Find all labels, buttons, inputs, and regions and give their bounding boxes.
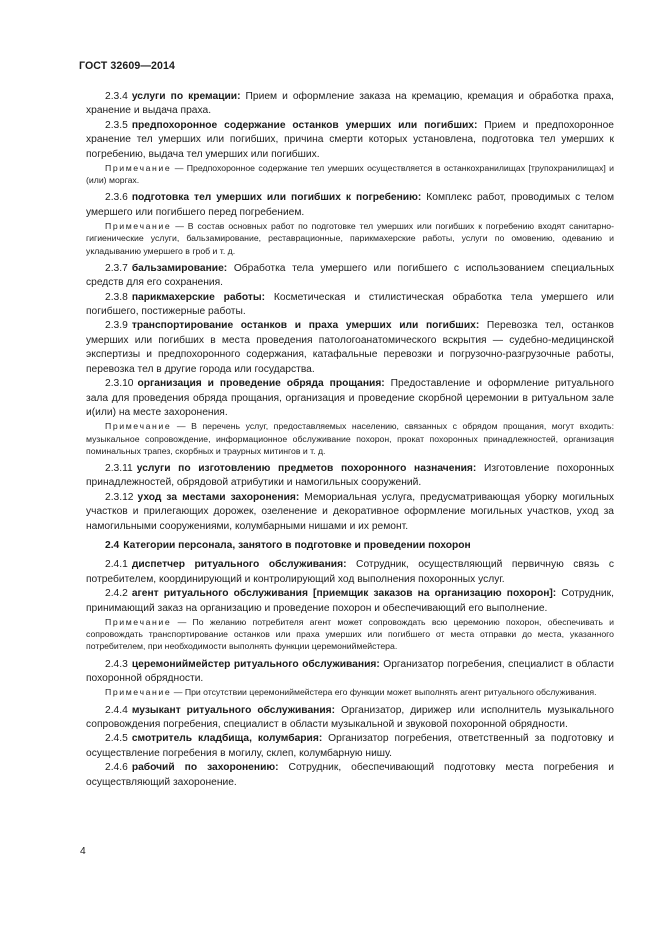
term-text: Прием и оформление заказа на кремацию, кремация и обработка праха, хранение и выдача праха.	[86, 91, 614, 117]
term-definition	[86, 377, 614, 420]
term-definition	[86, 191, 614, 220]
note-paragraph	[86, 616, 614, 653]
term-definition	[86, 262, 614, 291]
term-name: смотритель кладбища, колумбария:	[131, 733, 323, 745]
clause-number: 2.3.11	[105, 462, 133, 474]
term-text: Изготовление похоронных принадлежностей, обрядовой атрибутики и намогильных сооружений.	[86, 462, 614, 489]
term-definition	[86, 587, 614, 616]
term-text: Перевозка тел, останков умерших или погибших в места проведения патологоанатомического вскрытия — судебно-медицинской экспертизы и предпохоронного содержания, катафальные перевозки и погрузочно-разгрузочные работы, перевозка тел в другие города или государства.	[86, 320, 614, 375]
term-name: музыкант ритуального обслуживания:	[131, 704, 336, 716]
section-number: 2.4	[105, 539, 120, 551]
term-definition	[86, 491, 614, 534]
term-text: Предоставление и оформление ритуального зала для проведения обряда прощания, организация и проведение скорбной церемонии в ритуальном зале и(или) на месте захоронения.	[86, 378, 614, 418]
clause-number: 2.3.5	[105, 119, 128, 131]
term-definition	[86, 462, 614, 491]
term-definition	[86, 291, 614, 320]
clause-number: 2.4.5	[105, 733, 128, 745]
section-title: Категории персонала, занятого в подготовке и проведении похорон	[123, 539, 471, 551]
clause-number: 2.3.8	[105, 291, 128, 303]
term-text: Прием и предпохоронное хранение тел умерших или погибших, причина смерти которых установлена, подготовка тел умерших к погребению, выдача тел умерших или погибших.	[86, 119, 614, 160]
term-definition	[86, 119, 614, 162]
term-name: парикмахерские работы:	[131, 291, 266, 303]
term-name: рабочий по захоронению:	[131, 762, 279, 774]
clause-number: 2.3.9	[105, 320, 128, 332]
term-text: Организатор погребения, ответственный за подготовку и осуществление погребения в могилу, склеп, колумбарную нишу.	[86, 733, 614, 759]
note-paragraph	[86, 686, 614, 698]
term-name: услуги по кремации:	[131, 91, 241, 102]
term-name: транспортирование останков и праха умерших или погибших:	[131, 320, 480, 332]
clause-number: 2.3.10	[105, 378, 134, 390]
clause-number: 2.4.3	[105, 658, 128, 670]
document-header: ГОСТ 32609—2014	[79, 60, 176, 72]
term-text: Сотрудник, принимающий заказ на организацию и проведение похорон и обеспечивающий его выполнение.	[86, 588, 614, 614]
term-name: церемониймейстер ритуального обслуживания:	[131, 658, 380, 670]
document-body	[86, 90, 614, 790]
note-text: — При отсутствии церемониймейстера его функции может выполнять агент ритуального обслуживания.	[173, 687, 597, 698]
clause-number: 2.4.6	[105, 762, 128, 774]
term-name: услуги по изготовлению предметов похоронного назначения:	[136, 462, 477, 474]
note-paragraph	[86, 162, 614, 186]
section-heading	[86, 539, 614, 553]
clause-number: 2.4.2	[105, 588, 128, 600]
clause-number: 2.4.1	[105, 559, 128, 571]
note-paragraph	[86, 420, 614, 457]
clause-number: 2.3.4	[105, 91, 128, 102]
term-text: Комплекс работ, проводимых с телом умершего или погибшего перед погребением.	[86, 192, 614, 218]
clause-number: 2.4.4	[105, 704, 128, 716]
term-text: Косметическая и стилистическая обработка тела умершего или погибшего, постижерные работы.	[86, 291, 614, 318]
term-name: диспетчер ритуального обслуживания:	[131, 559, 347, 571]
term-name: агент ритуального обслуживания [приемщик заказов на организацию похорон]:	[131, 588, 557, 600]
term-text: Сотрудник, осуществляющий первичную связь с потребителем, координирующий и контролирующий ход выполнения похоронных услуг.	[86, 559, 614, 585]
term-text: Сотрудник, обеспечивающий подготовку места погребения и осуществляющий захоронение.	[86, 762, 614, 788]
term-name: организация и проведение обряда прощания:	[137, 378, 385, 390]
term-text: Организатор, дирижер или исполнитель музыкального сопровождения погребения, специалист в области музыкальной и звуковой похоронной обрядности.	[86, 704, 614, 731]
note-text: — В состав основных работ по подготовке тел умерших или погибших к погребению входят санитарно-гигиенические услуги, бальзамирование, реставрационные, парикмахерские работы, услуги по омовению, одеванию и укладыванию умершего в гроб и т. д.	[86, 221, 614, 256]
note-label: Примечание	[105, 421, 172, 432]
term-text: Организатор погребения, специалист в области похоронной обрядности.	[86, 658, 614, 685]
term-name: предпохоронное содержание останков умерших или погибших:	[131, 119, 478, 131]
page-number: 4	[80, 846, 86, 857]
note-label: Примечание	[105, 221, 172, 232]
term-definition	[86, 658, 614, 687]
clause-number: 2.3.6	[105, 192, 128, 204]
term-name: подготовка тел умерших или погибших к погребению:	[131, 192, 422, 204]
note-paragraph	[86, 220, 614, 257]
term-text: Мемориальная услуга, предусматривающая уборку могильных участков и прилегающих дорожек, озеленение и декоративное оформление могильных участков, уход за намогильными сооружениями, колумбарными нишами и их ремонт.	[86, 491, 614, 532]
term-definition	[86, 319, 614, 377]
clause-number: 2.3.12	[105, 491, 134, 503]
term-definition	[86, 761, 614, 790]
note-label: Примечание	[105, 687, 172, 698]
term-definition	[86, 704, 614, 733]
note-text: — По желанию потребителя агент может сопровождать всю церемонию похорон, обеспечивать и сопровождать транспортирование останков или праха умерших или погибшего от места отправки до места, указанного потребителем, при необходимости выполнять функции церемониймейстера.	[86, 617, 614, 652]
term-text: Обработка тела умершего или погибшего с использованием специальных средств для его сохранения.	[86, 262, 614, 289]
clause-number: 2.3.7	[105, 262, 128, 274]
term-definition	[86, 558, 614, 587]
note-text: — В перечень услуг, предоставляемых населению, связанных с обрядом прощания, могут входить: музыкальное сопровождение, информационное обслуживание похорон, прокат похоронных принадлежностей, организация поминальных трапез, скорбных и траурных митингов и т. д.	[86, 421, 615, 456]
term-name: уход за местами захоронения:	[137, 491, 300, 503]
note-label: Примечание	[105, 617, 172, 627]
term-definition	[86, 732, 614, 761]
term-name: бальзамирование:	[131, 262, 228, 274]
note-label: Примечание	[105, 163, 172, 174]
term-definition	[86, 90, 614, 119]
note-text: — Предпохоронное содержание тел умерших осуществляется в останкохранилищах [трупохранилищах] и (или) моргах.	[86, 163, 614, 186]
